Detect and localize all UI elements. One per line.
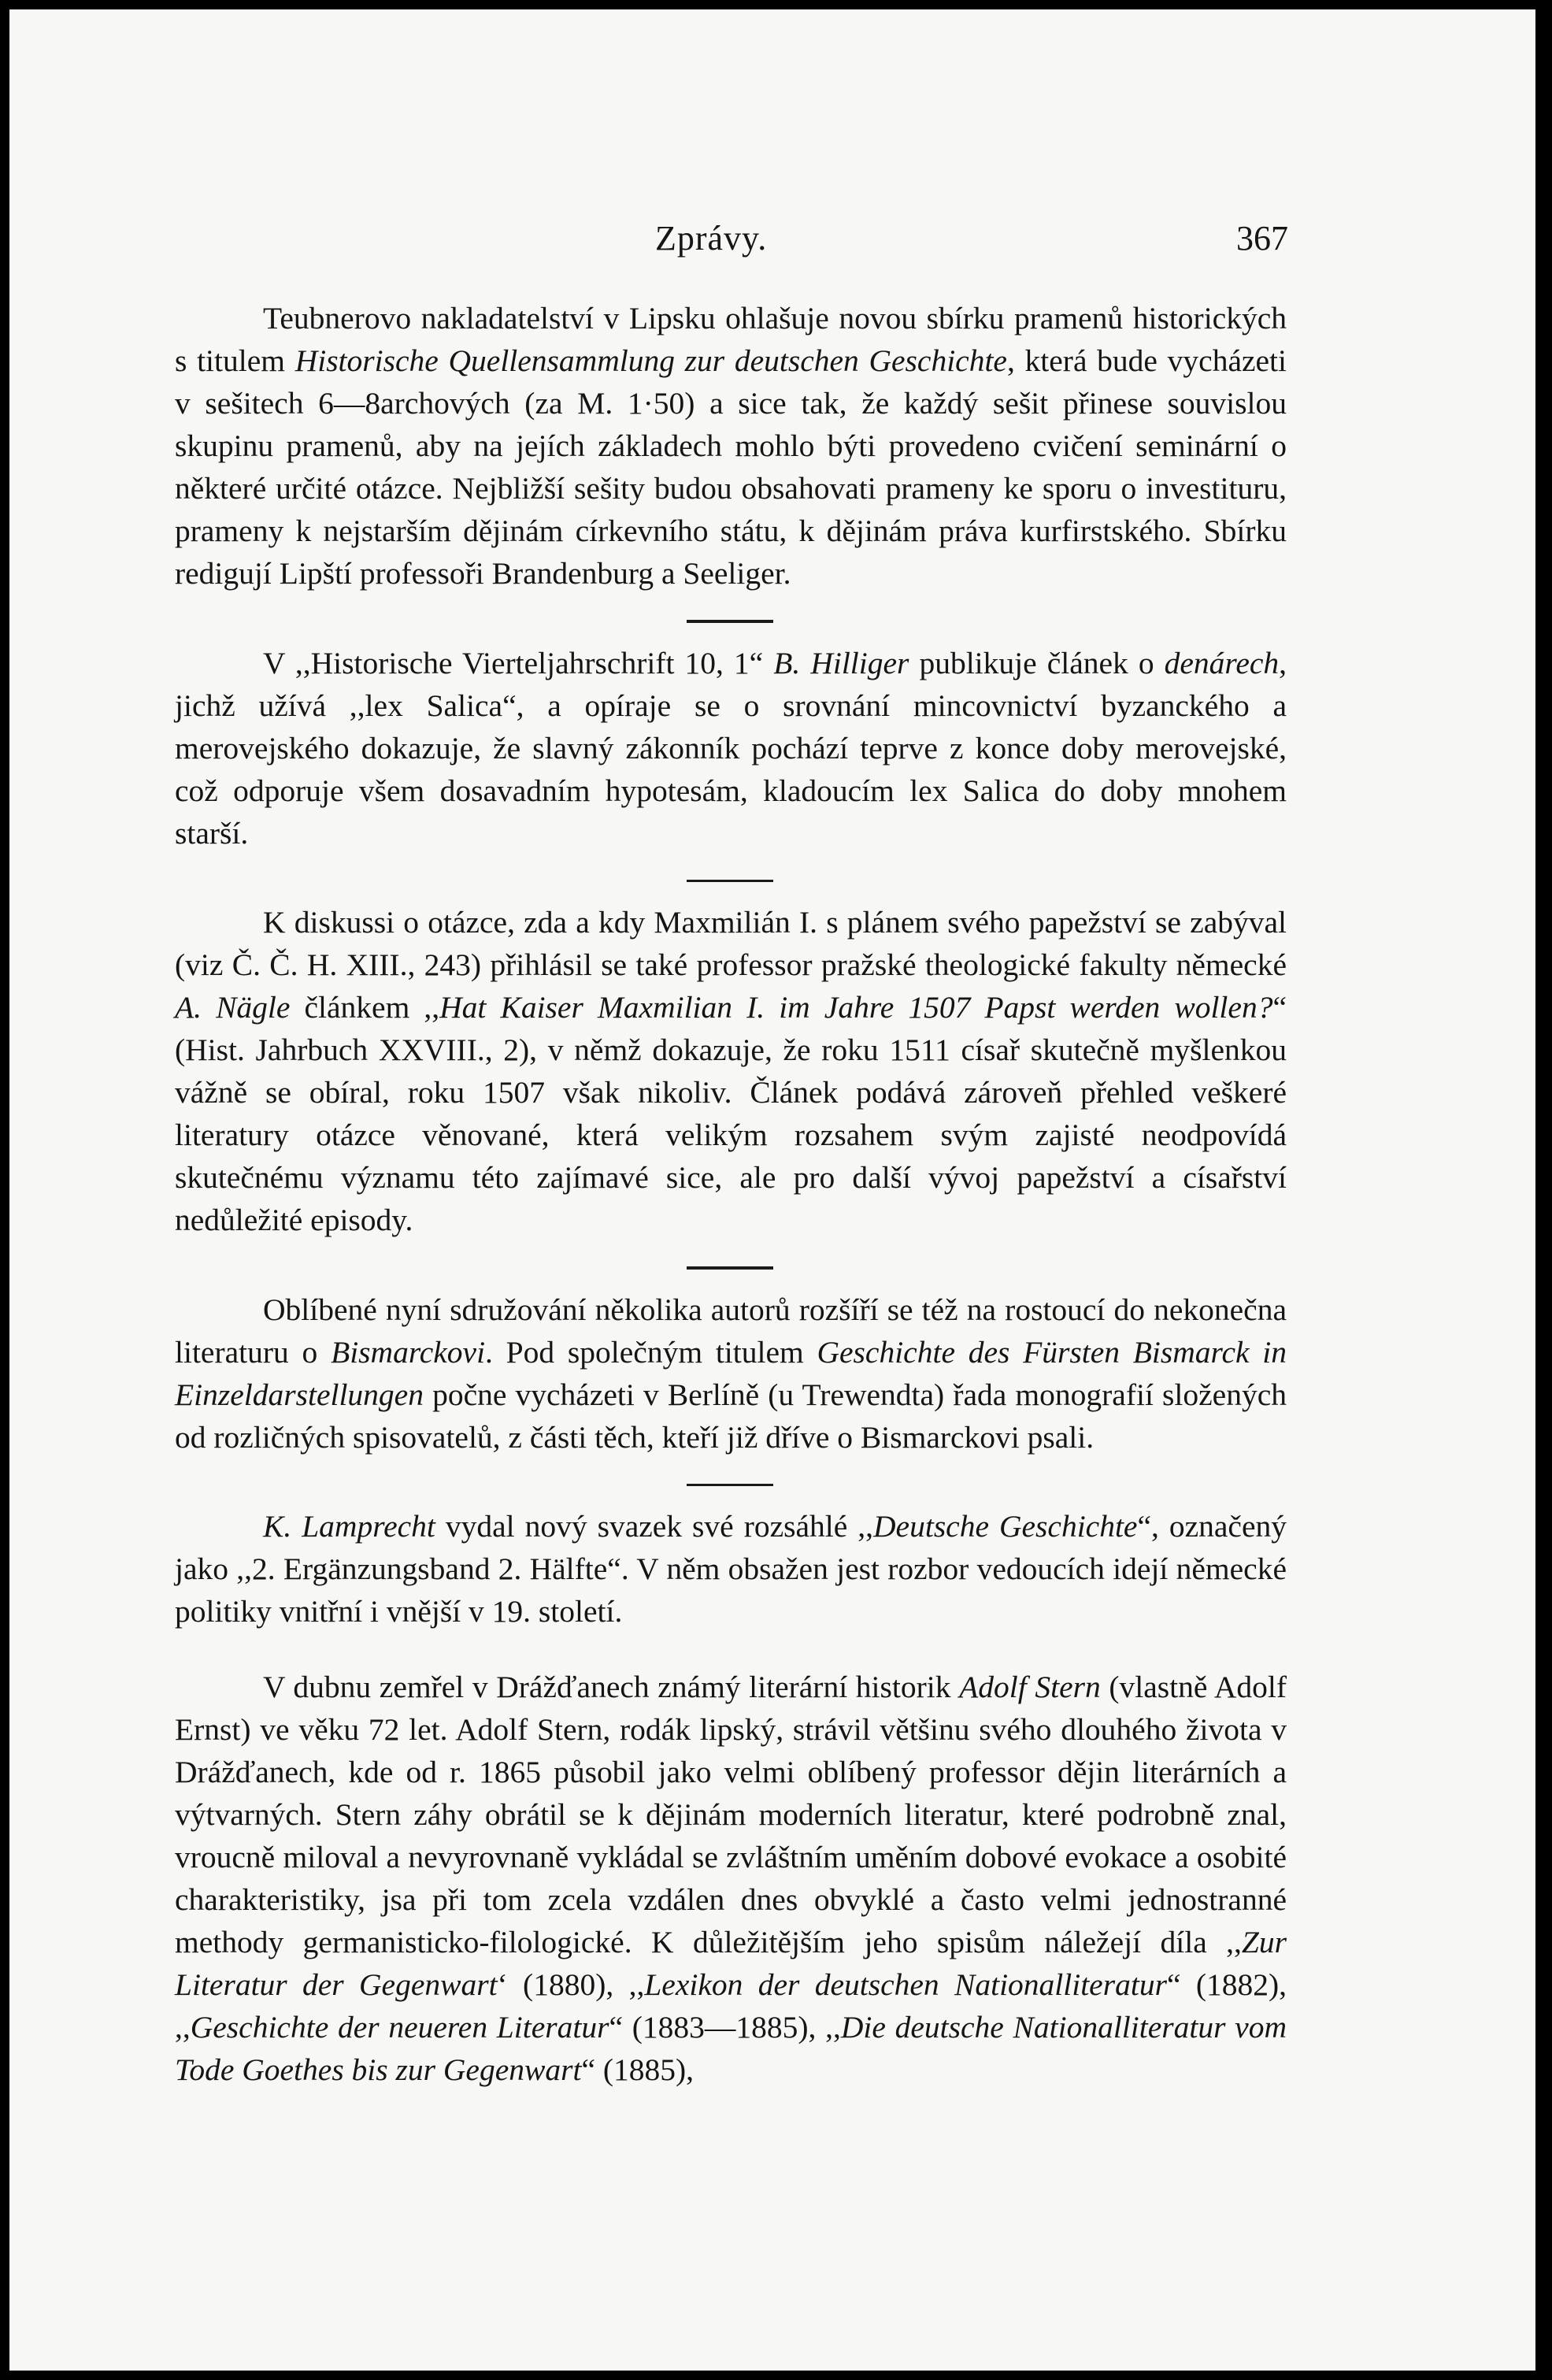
news-item-bismarck bbox=[175, 1288, 1287, 1459]
text-segment: “ (1883—1885), ,, bbox=[609, 2010, 841, 2045]
article-body bbox=[175, 297, 1287, 2091]
italic-text-segment: B. Hilliger bbox=[773, 646, 909, 680]
italic-text-segment: Geschichte der neueren Literatur bbox=[190, 2010, 609, 2045]
text-segment: . Pod společným titulem bbox=[485, 1335, 817, 1370]
separator-rule bbox=[687, 1484, 773, 1486]
news-item-hilliger bbox=[175, 642, 1287, 855]
text-segment: “ (1885), bbox=[581, 2052, 695, 2087]
text-segment: Oblíbené nyní sdružování několika autorů rozšíří se též na rostoucí do nekonečna literaturu o bbox=[175, 1292, 1287, 1370]
italic-text-segment: Hat Kaiser Maxmilian I. im Jahre 1507 Papst werden wollen? bbox=[439, 990, 1273, 1025]
text-segment: vydal nový svazek své rozsáhlé ,, bbox=[435, 1509, 874, 1544]
separator-rule bbox=[687, 620, 773, 623]
text-segment: , jichž užívá ,,lex Salica“, a opíraje se o srovnání mincovnictví byzanckého a merovejského dokazuje, že slavný zákonník pochází teprve z konce doby merovejské, což odporuje všem dosavadním hypotesám, kladoucím lex Salica do doby mnohem starší. bbox=[175, 646, 1287, 851]
news-item-stern bbox=[175, 1666, 1287, 2091]
text-segment: “ (Hist. Jahrbuch XXVIII., 2), v němž dokazuje, že roku 1511 císař skutečně myšlenkou vážně se obíral, roku 1507 však nikoliv. Článek podává zároveň přehled veškeré literatury otázce věnované, která velikým rozsahem svým zajisté neodpovídá skutečnému významu této zajímavé sice, ale pro další vývoj papežství a císařství nedůležité episody. bbox=[175, 990, 1287, 1237]
text-segment: článkem ,, bbox=[290, 990, 440, 1025]
italic-text-segment: A. Nägle bbox=[175, 990, 291, 1025]
running-header bbox=[9, 218, 1535, 265]
news-item-maxmilian bbox=[175, 901, 1287, 1241]
italic-text-segment: Zur Literatur der Gegenwart bbox=[175, 1925, 1287, 2002]
italic-text-segment: K. Lamprecht bbox=[263, 1509, 435, 1544]
text-segment: V dubnu zemřel v Drážďanech známý literární historik bbox=[263, 1670, 960, 1704]
section-title: Zprávy. bbox=[655, 219, 768, 258]
text-segment: “, označený jako ,,2. Ergänzungsband 2. Hälfte“. V něm obsažen jest rozbor vedoucích idejí německé politiky vnitřní i vnější v 19. století. bbox=[175, 1509, 1287, 1629]
text-segment: Teubnerovo nakladatelství v Lipsku ohlašuje novou sbírku pramenů historických s titulem bbox=[175, 301, 1287, 378]
text-segment: ‘ (1880), ,, bbox=[497, 1967, 645, 2002]
italic-text-segment: Deutsche Geschichte bbox=[873, 1509, 1138, 1544]
text-segment: počne vycházeti v Berlíně (u Trewendta) řada monografií složených od rozličných spisovatelů, z části těch, kteří již dříve o Bismarckovi psali. bbox=[175, 1377, 1287, 1455]
italic-text-segment: Historische Quellensammlung zur deutschen Geschichte bbox=[294, 343, 1007, 378]
text-segment: publikuje článek o bbox=[909, 646, 1165, 680]
text-segment: (vlastně Adolf Ernst) ve věku 72 let. Adolf Stern, rodák lipský, strávil většinu svého dlouhého života v Drážďanech, kde od r. 1865 působil jako velmi oblíbený professor dějin literárních a výtvarných. Stern záhy obrátil se k dějinám moderních literatur, které podrobně znal, vroucně miloval a nevyrovnaně vykládal se zvláštním uměním dobové evokace a osobité charakteristiky, jsa při tom zcela vzdálen dnes obvyklé a často velmi jednostranné methody germanisticko-filologické. K důležitějším jeho spisům náležejí díla ,, bbox=[175, 1670, 1287, 1959]
separator-rule bbox=[687, 880, 773, 882]
news-item-lamprecht bbox=[175, 1505, 1287, 1633]
page bbox=[9, 9, 1535, 2371]
text-segment: , která bude vycházeti v sešitech 6—8archových (za M. 1·50) a sice tak, že každý sešit přinese souvislou skupinu pramenů, aby na jejích základech mohlo býti provedeno cvičení seminární o některé určité otázce. Nejbližší sešity budou obsahovati prameny ke sporu o investituru, prameny k nejstarším dějinám církevního státu, k dějinám práva kurfirstského. Sbírku redigují Lipští professoři Brandenburg a Seeliger. bbox=[175, 343, 1287, 591]
italic-text-segment: denárech bbox=[1164, 646, 1280, 680]
italic-text-segment: Geschichte des Fürsten Bismarck in Einzeldarstellungen bbox=[175, 1335, 1287, 1412]
page-number: 367 bbox=[1236, 219, 1288, 258]
separator-rule bbox=[687, 1266, 773, 1270]
text-segment: K diskussi o otázce, zda a kdy Maxmilián I. s plánem svého papežství se zabýval (viz Č. Č. H. XIII., 243) přihlásil se také professor pražské theologické fakulty německé bbox=[175, 905, 1287, 982]
paragraph-gap bbox=[175, 1633, 1287, 1666]
italic-text-segment: Adolf Stern bbox=[959, 1670, 1101, 1704]
italic-text-segment: Bismarckovi bbox=[331, 1335, 486, 1370]
text-segment: V ,,Historische Vierteljahrschrift 10, 1“ bbox=[263, 646, 774, 680]
italic-text-segment: Lexikon der deutschen Nationalliteratur bbox=[644, 1967, 1167, 2002]
news-item-teubner bbox=[175, 297, 1287, 595]
text-segment: “ (1882), ,, bbox=[175, 1967, 1287, 2045]
italic-text-segment: Die deutsche Nationalliteratur vom Tode Goethes bis zur Gegenwart bbox=[175, 2010, 1287, 2087]
